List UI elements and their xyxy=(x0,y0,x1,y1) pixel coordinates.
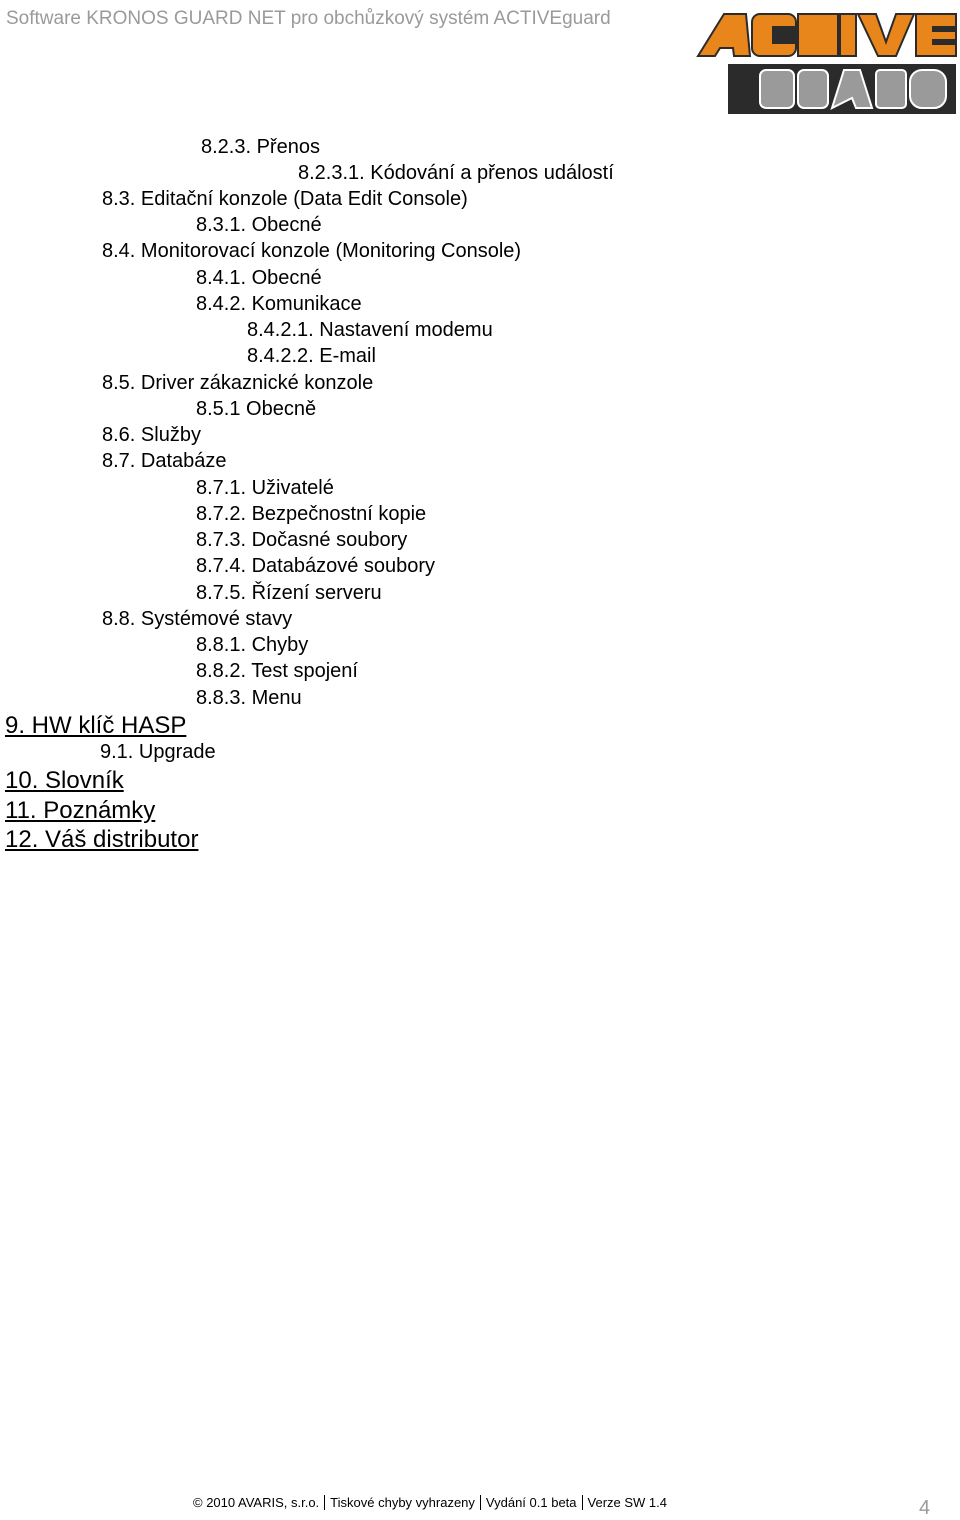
footer-info xyxy=(193,1495,667,1510)
footer-issue: Vydání 0.1 beta xyxy=(485,1495,577,1510)
footer-divider xyxy=(582,1495,583,1510)
toc-item-8-8-1[interactable]: 8.8.1. Chyby xyxy=(196,634,309,656)
toc-item-8-7-1[interactable]: 8.7.1. Uživatelé xyxy=(196,477,334,499)
footer-note: Tiskové chyby vyhrazeny xyxy=(330,1495,475,1510)
toc-item-8-8-3[interactable]: 8.8.3. Menu xyxy=(196,687,302,709)
logo-active-wordmark xyxy=(698,14,956,56)
toc-item-8-7-2[interactable]: 8.7.2. Bezpečnostní kopie xyxy=(196,503,427,525)
toc-item-8-7-5[interactable]: 8.7.5. Řízení serveru xyxy=(196,582,382,604)
toc-item-8-3[interactable]: 8.3. Editační konzole (Data Edit Console) xyxy=(102,188,468,210)
toc-item-8-5-1[interactable]: 8.5.1 Obecně xyxy=(196,398,317,420)
footer-divider xyxy=(480,1495,481,1510)
toc-item-8-2-3[interactable]: 8.2.3. Přenos xyxy=(201,136,320,158)
toc-item-8-6[interactable]: 8.6. Služby xyxy=(102,424,201,446)
toc-item-9[interactable]: 9. HW klíč HASP xyxy=(5,712,187,739)
logo-guard-wordmark xyxy=(760,70,946,108)
toc-item-11[interactable]: 11. Poznámky xyxy=(5,797,156,824)
toc-item-8-2-3-1[interactable]: 8.2.3.1. Kódování a přenos událostí xyxy=(298,162,614,184)
toc-item-8-7-3[interactable]: 8.7.3. Dočasné soubory xyxy=(196,529,408,551)
toc-item-12[interactable]: 12. Váš distributor xyxy=(5,826,199,853)
active-guard-logo xyxy=(688,6,960,118)
page-number: 4 xyxy=(919,1497,931,1519)
footer-version: Verze SW 1.4 xyxy=(587,1495,667,1510)
toc-item-10[interactable]: 10. Slovník xyxy=(5,767,124,794)
toc-item-8-7-4[interactable]: 8.7.4. Databázové soubory xyxy=(196,555,436,577)
toc-item-9-1[interactable]: 9.1. Upgrade xyxy=(100,741,216,763)
toc-item-8-4-2-2[interactable]: 8.4.2.2. E-mail xyxy=(247,345,376,367)
toc-item-8-4-1[interactable]: 8.4.1. Obecné xyxy=(196,267,322,289)
toc-item-8-7[interactable]: 8.7. Databáze xyxy=(102,450,227,472)
header-title: Software KRONOS GUARD NET pro obchůzkový systém ACTIVEguard xyxy=(6,8,611,29)
footer-copyright: © 2010 AVARIS, s.r.o. xyxy=(193,1495,320,1510)
toc-item-8-5[interactable]: 8.5. Driver zákaznické konzole xyxy=(102,372,374,394)
toc-item-8-8[interactable]: 8.8. Systémové stavy xyxy=(102,608,293,630)
toc-item-8-3-1[interactable]: 8.3.1. Obecné xyxy=(196,214,322,236)
toc-item-8-4-2-1[interactable]: 8.4.2.1. Nastavení modemu xyxy=(247,319,493,341)
toc-item-8-8-2[interactable]: 8.8.2. Test spojení xyxy=(196,660,358,682)
footer-divider xyxy=(324,1495,325,1510)
toc-item-8-4[interactable]: 8.4. Monitorovací konzole (Monitoring Console) xyxy=(102,240,522,262)
toc-item-8-4-2[interactable]: 8.4.2. Komunikace xyxy=(196,293,362,315)
